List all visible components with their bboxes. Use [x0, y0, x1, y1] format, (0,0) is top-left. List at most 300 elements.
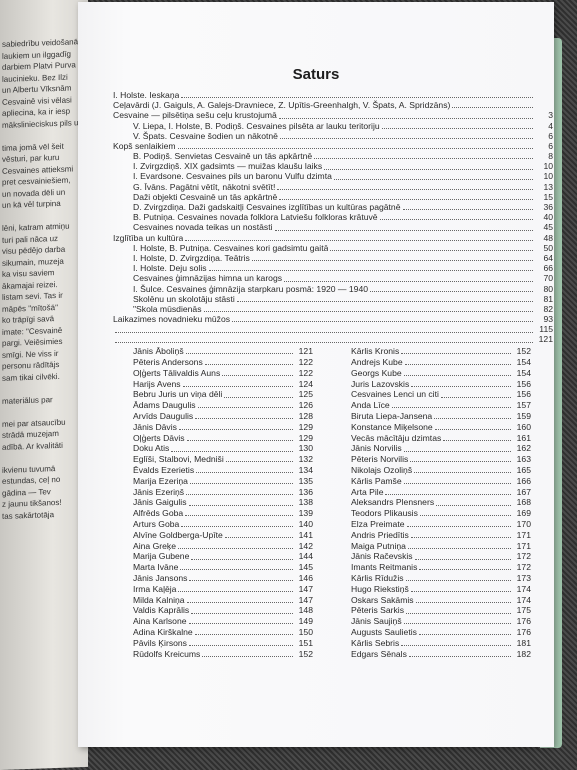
name-entry-page: 168 [516, 497, 531, 508]
toc-dot-leader [370, 291, 533, 292]
toc-dot-leader [406, 580, 511, 581]
toc-entry-title: D. Zvirgzdiņa. Daži gadskaitļi Cesvaines izglītības un kultūras pagātnē [133, 202, 401, 213]
left-page-line: mākslinieciskus pils u [2, 117, 79, 130]
name-entry-page: 152 [516, 346, 531, 357]
toc-entry-title: G. Īvāns. Pagātni vētīt, nākotni svētīt! [133, 181, 276, 192]
name-entry [331, 605, 531, 616]
left-page-line: apliecina, ka ir iesp [2, 106, 71, 118]
name-entry-page: 124 [298, 378, 313, 389]
name-entry-page: 128 [298, 411, 313, 422]
toc-dot-leader [232, 321, 533, 322]
name-entry-page: 150 [298, 627, 313, 637]
toc-entry [113, 192, 553, 202]
name-entry [113, 432, 313, 443]
toc-entry-title: V. Špats. Cesvaine šodien un nākotnē [133, 130, 278, 141]
name-entry-page: 122 [298, 367, 313, 378]
toc-dot-leader [195, 418, 293, 419]
name-entry-title: Arturs Goba [133, 519, 180, 530]
toc-entry-page: 115 [539, 324, 553, 335]
toc-dot-leader [277, 189, 533, 190]
toc-column-left [113, 346, 313, 659]
name-entry [113, 583, 313, 594]
toc-entry [113, 212, 553, 222]
toc-name-columns [113, 346, 553, 659]
name-entry-page: 145 [298, 562, 313, 573]
toc-dot-leader [382, 128, 533, 129]
name-entry-title: Valdis Kaprālis [133, 605, 190, 616]
toc-dot-leader [404, 451, 511, 452]
toc-entry-page: 50 [543, 242, 553, 253]
name-entry-page: 132 [298, 454, 313, 465]
name-entry [113, 626, 313, 637]
left-page [0, 0, 88, 770]
name-entry [331, 562, 531, 573]
left-page-line: estundas, ceļ no [2, 474, 61, 486]
left-page-line: lēni, katram atmiņu [2, 221, 70, 233]
toc-entry-title: Izglītība un kultūra [113, 232, 184, 243]
toc-dot-leader [392, 407, 511, 408]
name-entry-title: Nikolajs Ozoliņš [351, 465, 413, 476]
toc-dot-leader [404, 483, 511, 484]
toc-entry-page: 10 [543, 161, 553, 172]
name-entry [331, 389, 531, 400]
toc-entry-title: I. Evardsone. Cesvaines pils un baronu Vulfu dzimta [133, 171, 332, 182]
name-entry [113, 475, 313, 486]
name-entry [113, 529, 313, 540]
name-entry-page: 136 [298, 486, 313, 497]
toc-dot-leader [407, 526, 512, 527]
name-entry [113, 367, 313, 378]
name-entry-title: Konstance Miķelsone [351, 421, 433, 432]
name-entry-title: Biruta Liepa-Jansena [351, 411, 433, 422]
name-entry-title: Alvīne Goldberga-Upīte [133, 529, 223, 540]
toc-dot-leader [237, 301, 533, 302]
name-entry-title: Jānis Ezeriņš [133, 486, 185, 497]
left-page-line: ākamajai reizei. [2, 279, 58, 291]
name-entry-page: 125 [298, 389, 313, 400]
name-entry-title: Elza Preimate [351, 519, 405, 530]
name-entry-page: 182 [516, 648, 531, 659]
toc-dot-leader [185, 515, 293, 516]
toc-entry [113, 151, 553, 161]
toc-entry [113, 131, 553, 141]
toc-dot-leader [280, 138, 533, 139]
toc-entry [113, 273, 553, 283]
toc-dot-leader [191, 559, 293, 560]
name-entry-title: Cesvaines Lenci un citi [351, 389, 439, 400]
name-entry [331, 626, 531, 637]
toc-dot-leader [324, 169, 533, 170]
toc-dot-leader [180, 569, 293, 570]
book-page [78, 2, 554, 747]
name-entry-title: Kārlis Rīdužis [351, 573, 404, 584]
name-entry-page: 139 [298, 508, 313, 519]
name-entry-page: 121 [298, 346, 313, 357]
name-entry-title: Marija Ezeriņa [133, 475, 188, 486]
name-entry-title: Andrejs Kube [351, 357, 403, 368]
left-page-line: vēsturi, par kuru [2, 152, 60, 164]
toc-dot-leader [195, 634, 293, 635]
left-page-line: un novada dēli un [2, 187, 66, 199]
name-entry [331, 346, 531, 357]
name-entry-page: 147 [298, 594, 313, 605]
name-entry-title: Marta Ivāne [133, 562, 179, 573]
name-entry-title: Eglīši, Stalbovi, Medniši [133, 454, 224, 465]
toc-dot-leader [187, 602, 293, 603]
name-entry-page: 171 [516, 540, 531, 551]
toc-dot-leader [419, 569, 511, 570]
name-entry-page: 129 [298, 421, 313, 432]
toc-entry-page: 93 [543, 314, 553, 325]
name-entry [331, 464, 531, 475]
name-entry [331, 486, 531, 497]
name-entry-page: 148 [298, 605, 313, 616]
name-entry-page: 146 [298, 573, 313, 584]
toc-dot-leader [115, 332, 533, 333]
page-title: Saturs [292, 66, 340, 83]
name-entry [113, 648, 313, 659]
name-entry [113, 540, 313, 551]
toc-entry-page: 81 [543, 293, 553, 304]
name-entry [331, 356, 531, 367]
name-entry-title: Milda Kalniņa [133, 594, 185, 605]
toc-entry [113, 314, 553, 324]
name-entry-page: 134 [298, 465, 313, 476]
toc-entry-page: 82 [543, 303, 553, 314]
name-entry-page: 176 [516, 616, 531, 627]
toc-dot-leader [410, 461, 511, 462]
toc-dot-leader [414, 472, 511, 473]
toc-entry-page: 6 [548, 130, 553, 141]
toc-dot-leader [409, 656, 511, 657]
name-entry-page: 130 [298, 443, 313, 454]
name-entry [113, 346, 313, 357]
toc-dot-leader [198, 407, 293, 408]
name-entry-title: Harijs Avens [133, 378, 181, 389]
name-entry-title: Maiga Putniņa [351, 540, 406, 551]
left-page-line: Cesvainē visi vēlasi [2, 94, 72, 107]
left-page-line: z jaunu tikšanos! [2, 497, 62, 509]
toc-entry-page: 3 [548, 110, 553, 121]
toc-dot-leader [279, 199, 533, 200]
left-page-line: laukiem un ilggadīg [2, 49, 71, 61]
toc-dot-leader [275, 230, 534, 231]
name-entry-title: Pēteris Sarkis [351, 605, 405, 616]
toc-entry-title: Daži objekti Cesvainē un tās apkārtnē [133, 191, 278, 202]
name-entry-title: Pāvils Ķirsons [133, 637, 187, 648]
toc-entry [113, 90, 553, 100]
name-entry [331, 594, 531, 605]
name-entry-title: Jānis Jansons [133, 573, 188, 584]
name-entry [113, 421, 313, 432]
name-entry-title: Arvīds Daugulis [133, 411, 194, 422]
toc-dot-leader [441, 397, 511, 398]
toc-top-list [113, 90, 553, 345]
name-entry-title: Kārlis Sebris [351, 637, 400, 648]
toc-dot-leader [183, 386, 293, 387]
name-entry-page: 163 [516, 454, 531, 465]
toc-dot-leader [420, 515, 511, 516]
toc-entry-title: Kopš senlaikiem [113, 140, 176, 151]
name-entry [113, 378, 313, 389]
left-page-line: imate: "Cesvainē [2, 325, 63, 337]
name-entry [113, 400, 313, 411]
name-entry-title: Kārlis Pamše [351, 475, 402, 486]
name-entry [331, 421, 531, 432]
name-entry-page: 144 [298, 551, 313, 562]
toc-dot-leader [202, 656, 293, 657]
name-entry-page: 142 [298, 540, 313, 551]
name-entry-page: 140 [298, 519, 313, 530]
toc-entry-page: 8 [548, 151, 553, 162]
name-entry [331, 508, 531, 519]
toc-entry-title: I. Zvirgzdiņš. XIX gadsimts — muižas klaušu laiks [133, 161, 323, 172]
name-entry-title: Jānis Saujiņš [351, 616, 402, 627]
name-entry [113, 464, 313, 475]
toc-entry-page: 10 [543, 171, 553, 182]
name-entry-title: Andris Priedītis [351, 529, 409, 540]
toc-dot-leader [406, 613, 511, 614]
toc-entry-page: 66 [543, 263, 553, 274]
toc-dot-leader [401, 353, 511, 354]
toc-entry-title: I. Holste, B. Putniņa. Cesvaines kori gadsimtu gaitā [133, 242, 329, 253]
toc-dot-leader [284, 281, 533, 282]
left-page-line: listam sevi. Tas ir [2, 290, 63, 302]
toc-dot-leader [405, 364, 511, 365]
name-entry-title: Augusts Saulietis [351, 627, 417, 637]
name-entry-page: 129 [298, 432, 313, 443]
toc-dot-leader [334, 179, 533, 180]
name-entry-title: Irma Kaļēja [133, 583, 177, 594]
name-entry-title: Arta Pile [351, 486, 384, 497]
toc-entry [113, 304, 553, 314]
name-entry-page: 138 [298, 497, 313, 508]
name-entry [113, 497, 313, 508]
toc-dot-leader [178, 591, 293, 592]
toc-dot-leader [408, 548, 511, 549]
name-entry [113, 356, 313, 367]
name-entry [113, 518, 313, 529]
toc-dot-leader [419, 634, 511, 635]
name-entry [331, 572, 531, 583]
toc-entry-page: 80 [543, 283, 553, 294]
toc-dot-leader [279, 118, 533, 119]
name-entry-title: Aleksandrs Plensners [351, 497, 435, 508]
name-entry-page: 151 [298, 637, 313, 648]
toc-dot-leader [411, 537, 511, 538]
toc-dot-leader [411, 386, 511, 387]
table-of-contents [113, 90, 553, 659]
toc-entry-page: 48 [543, 232, 553, 243]
toc-entry [113, 141, 553, 151]
toc-entry [113, 284, 553, 294]
left-page-line: laucinieku. Bez Ilzi [2, 72, 68, 84]
name-entry-page: 147 [298, 583, 313, 594]
name-entry-page: 169 [516, 508, 531, 519]
toc-entry-page: 40 [543, 212, 553, 223]
name-entry-title: Ēvalds Ezerietis [133, 465, 195, 476]
toc-entry [113, 243, 553, 253]
name-entry-title: Pēteris Norvilis [351, 454, 409, 465]
toc-column-right [331, 346, 531, 659]
left-page-line: pargi. Veiēsimies [2, 336, 63, 348]
toc-dot-leader [171, 451, 293, 452]
toc-entry [113, 202, 553, 212]
name-entry-page: 161 [516, 432, 531, 443]
name-entry [331, 443, 531, 454]
name-entry-page: 159 [516, 411, 531, 422]
toc-entry [113, 121, 553, 131]
name-entry [331, 475, 531, 486]
toc-dot-leader [404, 623, 511, 624]
left-page-line: tima jomā vēl šeit [2, 141, 64, 153]
name-entry [113, 508, 313, 519]
toc-entry [113, 294, 553, 304]
name-entry [331, 367, 531, 378]
toc-dot-leader [209, 270, 533, 271]
left-page-line: māpēs "mītošā" [2, 302, 58, 314]
name-entry [113, 389, 313, 400]
name-entry-page: 154 [516, 357, 531, 368]
toc-entry-page: 6 [548, 140, 553, 151]
name-entry-title: Juris Lazovskis [351, 378, 410, 389]
toc-dot-leader [189, 505, 294, 506]
name-entry [113, 605, 313, 616]
toc-entry-title: Laikazimes novadnieku mūžos [113, 314, 231, 325]
name-entry-page: 174 [516, 594, 531, 605]
name-entry-page: 157 [516, 400, 531, 411]
left-page-line: pret cesvainiešiem, [2, 175, 71, 187]
toc-dot-leader [252, 260, 533, 261]
name-entry [113, 443, 313, 454]
toc-dot-leader [181, 526, 293, 527]
toc-entry-page: 121 [538, 334, 553, 345]
toc-dot-leader [204, 311, 534, 312]
name-entry-page: 156 [516, 389, 531, 400]
toc-dot-leader [225, 537, 293, 538]
toc-dot-leader [187, 440, 293, 441]
left-page-line: turi pali nāca uz [2, 233, 59, 245]
name-entry [331, 497, 531, 508]
name-entry-page: 174 [516, 583, 531, 594]
name-entry-page: 181 [516, 637, 531, 648]
toc-entry-title: Cesvaines novada teikas un nostāsti [133, 222, 273, 233]
name-entry-title: Jānis Gaigulis [133, 497, 187, 508]
toc-dot-leader [222, 375, 293, 376]
name-entry-page: 160 [516, 421, 531, 432]
toc-dot-leader [330, 250, 533, 251]
left-page-line: sam tikai cilvēki. [2, 371, 60, 383]
toc-entry-title: I. Holste. Ieskaņa [113, 89, 180, 100]
toc-dot-leader [186, 494, 293, 495]
name-entry-title: Bebru Juris un viņa dēli [133, 389, 223, 400]
toc-entry-title: B. Podiņš. Senvietas Cesvainē un tās apkārtnē [133, 151, 313, 162]
toc-dot-leader [191, 613, 293, 614]
name-entry-title: Ādams Daugulis [133, 400, 196, 411]
toc-dot-leader [190, 483, 293, 484]
name-entry [113, 562, 313, 573]
toc-dot-leader [181, 97, 533, 98]
left-page-line: un kā vēl turpina [2, 198, 61, 210]
left-page-line: mei par atsaucību [2, 417, 66, 429]
toc-entry-title: "Skola mūsdienās [133, 303, 202, 314]
left-page-line: strādā muzejam [2, 428, 59, 440]
name-entry-page: 152 [298, 648, 313, 659]
name-entry-page: 165 [516, 465, 531, 476]
name-entry [331, 432, 531, 443]
name-entry-title: Doku Atis [133, 443, 170, 454]
name-entry [331, 400, 531, 411]
name-entry [331, 540, 531, 551]
name-entry-title: Oļģerts Tālivaldis Auns [133, 367, 221, 378]
name-entry [331, 637, 531, 648]
toc-entry [113, 100, 553, 110]
left-page-line: un Albertu Vīksnām [2, 83, 72, 95]
name-entry-title: Teodors Plikausis [351, 508, 418, 519]
name-entry-title: Jānis Āboliņš [133, 346, 184, 357]
toc-entry [113, 233, 553, 243]
name-entry [331, 583, 531, 594]
toc-entry [113, 253, 553, 263]
toc-entry-title: I. Šulce. Cesvaines ģimnāzija starpkaru posmā: 1920 — 1940 [133, 283, 369, 294]
name-entry-page: 173 [516, 573, 531, 584]
toc-entry-page: 4 [548, 120, 553, 131]
toc-dot-leader [435, 429, 511, 430]
left-page-line: personu rādītājs [2, 359, 60, 371]
name-entry [113, 616, 313, 627]
left-page-line: tas sakārtotāja [2, 509, 55, 521]
toc-entry-page: 45 [543, 222, 553, 233]
name-entry [331, 616, 531, 627]
name-entry-page: 141 [298, 529, 313, 540]
name-entry-title: Adina Kirškalne [133, 627, 193, 637]
name-entry [331, 529, 531, 540]
toc-dot-leader [179, 429, 293, 430]
name-entry-page: 162 [516, 443, 531, 454]
name-entry-title: Rūdolfs Kreicums [133, 648, 201, 659]
left-page-line: ikvienu tuvumā [2, 463, 56, 475]
left-page-line: smīgi. Ne viss ir [2, 348, 59, 360]
name-entry-title: Aina Greķe [133, 540, 176, 551]
toc-dot-leader [189, 623, 293, 624]
toc-entry [113, 161, 553, 171]
toc-dot-leader [186, 353, 293, 354]
name-entry-title: Anda Līce [351, 400, 390, 411]
name-entry [113, 551, 313, 562]
toc-dot-leader [314, 158, 533, 159]
name-entry-page: 167 [516, 486, 531, 497]
left-page-line: materiālus par [2, 394, 53, 406]
toc-dot-leader [404, 375, 511, 376]
toc-entry-title: Cesvaine — pilsētiņa sešu ceļu krustojumā [113, 110, 277, 121]
toc-entry-title: I. Holste, D. Zvirgzdiņa. Teātris [133, 252, 250, 263]
name-entry [113, 637, 313, 648]
name-entry-title: Georgs Kube [351, 367, 402, 378]
name-entry [113, 454, 313, 465]
name-entry [113, 486, 313, 497]
name-entry [113, 572, 313, 583]
toc-entry [113, 335, 553, 345]
left-page-line: adībā. Ar kvalitāti [2, 440, 63, 452]
toc-entry-title: B. Putniņa. Cesvaines novada folklora Latviešu folkloras krātuvē [133, 212, 378, 223]
name-entry-title: Jānis Račevskis [351, 551, 413, 562]
name-entry-title: Jānis Norvilis [351, 443, 402, 454]
name-entry [331, 518, 531, 529]
toc-dot-leader [196, 472, 293, 473]
toc-dot-leader [434, 418, 511, 419]
name-entry-page: 172 [516, 551, 531, 562]
toc-dot-leader [403, 209, 534, 210]
